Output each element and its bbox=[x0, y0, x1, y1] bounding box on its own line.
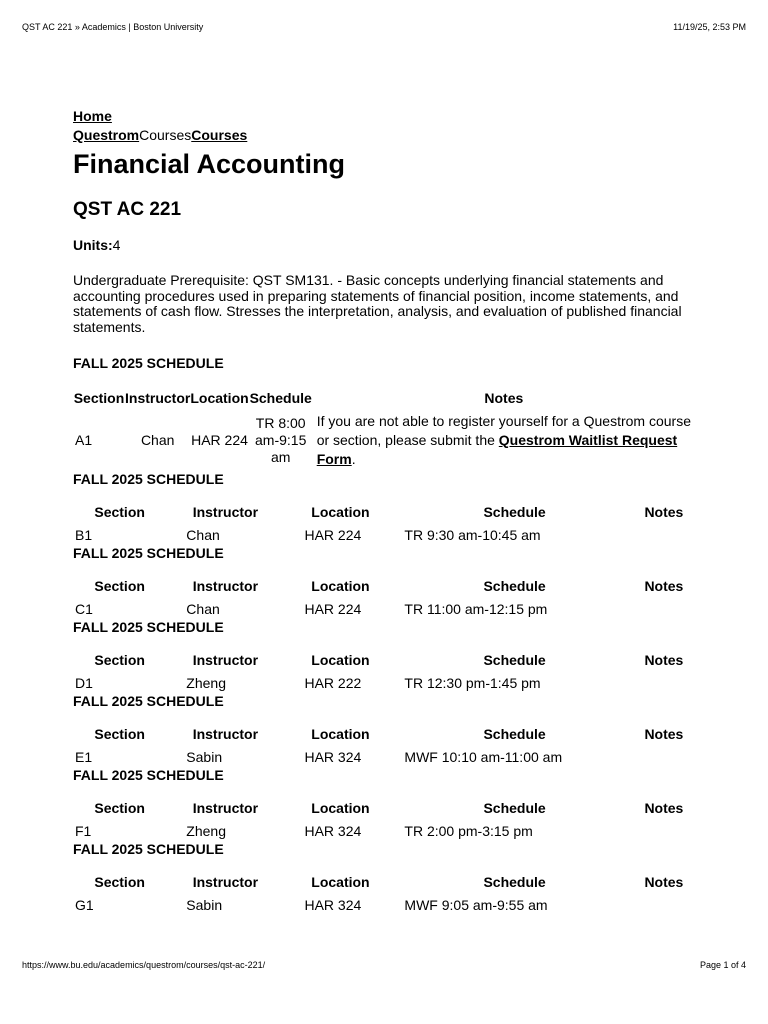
print-header-title: QST AC 221 » Academics | Boston University bbox=[22, 22, 204, 32]
cell-schedule: TR 11:00 am-12:15 pm bbox=[404, 600, 548, 617]
page-title: Financial Accounting bbox=[73, 149, 346, 179]
main-content bbox=[73, 107, 695, 913]
cell-schedule: MWF 10:10 am-11:00 am bbox=[404, 748, 563, 765]
table-row bbox=[73, 600, 695, 617]
schedule-block bbox=[73, 354, 695, 469]
print-header bbox=[22, 22, 746, 32]
col-instructor: Instructor bbox=[125, 390, 191, 406]
schedule-header-row bbox=[73, 498, 695, 526]
cell-location: HAR 222 bbox=[304, 674, 362, 691]
notes-text: If you are not able to register yourself for a Questrom course or section, please submit the bbox=[316, 413, 691, 448]
cell-notes bbox=[633, 526, 695, 543]
cell-location: HAR 224 bbox=[304, 526, 362, 543]
col-schedule: Schedule bbox=[249, 390, 312, 406]
col-location: Location bbox=[190, 390, 249, 406]
table-row bbox=[73, 674, 695, 691]
cell-schedule: TR 9:30 am-10:45 am bbox=[404, 526, 541, 543]
col-instructor: Instructor bbox=[192, 578, 259, 594]
schedule-header-row bbox=[73, 720, 695, 748]
cell-section: B1 bbox=[75, 526, 93, 543]
schedule-block bbox=[73, 470, 695, 543]
schedule-block bbox=[73, 618, 695, 691]
cell-instructor: Chan bbox=[186, 600, 220, 617]
cell-instructor: Sabin bbox=[186, 896, 223, 913]
cell-location: HAR 324 bbox=[304, 748, 362, 765]
breadcrumb-questrom-link[interactable]: Questrom bbox=[73, 127, 140, 143]
notes-text-end: . bbox=[351, 451, 356, 467]
cell-schedule: TR 8:00 am-9:15 am bbox=[255, 415, 307, 465]
schedule-block bbox=[73, 692, 695, 765]
print-footer bbox=[22, 960, 746, 970]
schedule-block bbox=[73, 544, 695, 617]
cell-location: HAR 224 bbox=[191, 432, 248, 448]
col-instructor: Instructor bbox=[192, 504, 259, 520]
breadcrumb-courses-text: Courses bbox=[139, 127, 192, 143]
print-footer-url: https://www.bu.edu/academics/questrom/courses/qst-ac-221/ bbox=[22, 960, 266, 970]
cell-location: HAR 324 bbox=[304, 822, 362, 839]
col-section: Section bbox=[73, 390, 125, 406]
cell-section: E1 bbox=[75, 748, 93, 765]
col-location: Location bbox=[311, 504, 370, 520]
col-section: Section bbox=[94, 652, 145, 668]
col-instructor: Instructor bbox=[192, 874, 259, 890]
schedule-title: FALL 2025 SCHEDULE bbox=[73, 355, 224, 371]
schedule-table bbox=[73, 572, 695, 617]
col-notes: Notes bbox=[644, 652, 684, 668]
cell-section: D1 bbox=[75, 674, 93, 691]
schedule-table bbox=[73, 794, 695, 839]
schedule-title: FALL 2025 SCHEDULE bbox=[73, 619, 224, 635]
cell-section: A1 bbox=[75, 432, 93, 448]
cell-notes bbox=[633, 748, 695, 765]
col-notes: Notes bbox=[644, 504, 684, 520]
more-schedules bbox=[73, 470, 695, 913]
col-notes: Notes bbox=[644, 874, 684, 890]
schedule-table bbox=[73, 498, 695, 543]
course-description: Undergraduate Prerequisite: QST SM131. - Basic concepts underlying financial statements and accounting procedures used in preparing statements of financial position, income statements, and statements of cash flow. Stresses the interpretation, analysis, and evaluation of published financial statements. bbox=[73, 272, 682, 335]
schedule-header-row bbox=[73, 794, 695, 822]
waitlist-form-link[interactable]: Questrom Waitlist Request Form bbox=[316, 432, 678, 467]
table-row bbox=[73, 526, 695, 543]
table-row bbox=[73, 412, 695, 469]
table-row bbox=[73, 896, 695, 913]
col-location: Location bbox=[311, 726, 370, 742]
units-value: 4 bbox=[112, 237, 121, 253]
schedule-header-row bbox=[73, 384, 695, 412]
table-row bbox=[73, 748, 695, 765]
col-location: Location bbox=[311, 874, 370, 890]
col-instructor: Instructor bbox=[192, 726, 259, 742]
cell-section: G1 bbox=[75, 896, 94, 913]
col-notes: Notes bbox=[484, 390, 524, 406]
schedule-header-row bbox=[73, 646, 695, 674]
cell-location: HAR 224 bbox=[304, 600, 362, 617]
breadcrumb-home-link[interactable]: Home bbox=[73, 108, 112, 124]
col-location: Location bbox=[311, 800, 370, 816]
col-section: Section bbox=[94, 578, 145, 594]
cell-schedule: TR 2:00 pm-3:15 pm bbox=[404, 822, 533, 839]
schedule-title: FALL 2025 SCHEDULE bbox=[73, 693, 224, 709]
col-notes: Notes bbox=[644, 726, 684, 742]
course-units bbox=[73, 237, 695, 253]
cell-instructor: Chan bbox=[140, 432, 175, 448]
schedule-title: FALL 2025 SCHEDULE bbox=[73, 841, 224, 857]
cell-section: F1 bbox=[75, 822, 92, 839]
cell-section: C1 bbox=[75, 600, 93, 617]
schedule-table bbox=[73, 720, 695, 765]
schedule-title: FALL 2025 SCHEDULE bbox=[73, 545, 224, 561]
breadcrumb-trail bbox=[73, 126, 695, 144]
col-section: Section bbox=[94, 874, 145, 890]
cell-instructor: Zheng bbox=[186, 674, 226, 691]
col-schedule: Schedule bbox=[483, 726, 546, 742]
col-instructor: Instructor bbox=[192, 800, 259, 816]
cell-instructor: Zheng bbox=[186, 822, 226, 839]
print-header-datetime: 11/19/25, 2:53 PM bbox=[673, 22, 746, 32]
col-section: Section bbox=[94, 800, 145, 816]
col-instructor: Instructor bbox=[192, 652, 259, 668]
col-section: Section bbox=[94, 504, 145, 520]
col-section: Section bbox=[94, 726, 145, 742]
cell-notes bbox=[633, 674, 695, 691]
cell-notes bbox=[313, 412, 695, 469]
col-schedule: Schedule bbox=[483, 652, 546, 668]
breadcrumb bbox=[73, 107, 695, 144]
cell-notes bbox=[633, 822, 695, 839]
schedule-block bbox=[73, 840, 695, 913]
cell-location: HAR 324 bbox=[304, 896, 362, 913]
schedule-table bbox=[73, 868, 695, 913]
schedule-title: FALL 2025 SCHEDULE bbox=[73, 767, 224, 783]
col-schedule: Schedule bbox=[483, 504, 546, 520]
col-location: Location bbox=[311, 578, 370, 594]
cell-instructor: Chan bbox=[186, 526, 220, 543]
col-schedule: Schedule bbox=[483, 578, 546, 594]
col-location: Location bbox=[311, 652, 370, 668]
cell-notes bbox=[633, 600, 695, 617]
col-notes: Notes bbox=[644, 578, 684, 594]
print-footer-page: Page 1 of 4 bbox=[699, 960, 746, 970]
schedule-block bbox=[73, 766, 695, 839]
schedule-table bbox=[73, 384, 695, 469]
col-schedule: Schedule bbox=[483, 874, 546, 890]
schedule-table bbox=[73, 646, 695, 691]
cell-instructor: Sabin bbox=[186, 748, 223, 765]
cell-notes bbox=[633, 896, 695, 913]
schedule-header-row bbox=[73, 572, 695, 600]
col-notes: Notes bbox=[644, 800, 684, 816]
schedule-title: FALL 2025 SCHEDULE bbox=[73, 471, 224, 487]
table-row bbox=[73, 822, 695, 839]
cell-schedule: MWF 9:05 am-9:55 am bbox=[404, 896, 548, 913]
course-code: QST AC 221 bbox=[73, 199, 182, 220]
schedule-header-row bbox=[73, 868, 695, 896]
units-label: Units: bbox=[73, 237, 113, 253]
breadcrumb-courses-link[interactable]: Courses bbox=[191, 127, 248, 143]
cell-schedule: TR 12:30 pm-1:45 pm bbox=[404, 674, 541, 691]
col-schedule: Schedule bbox=[483, 800, 546, 816]
